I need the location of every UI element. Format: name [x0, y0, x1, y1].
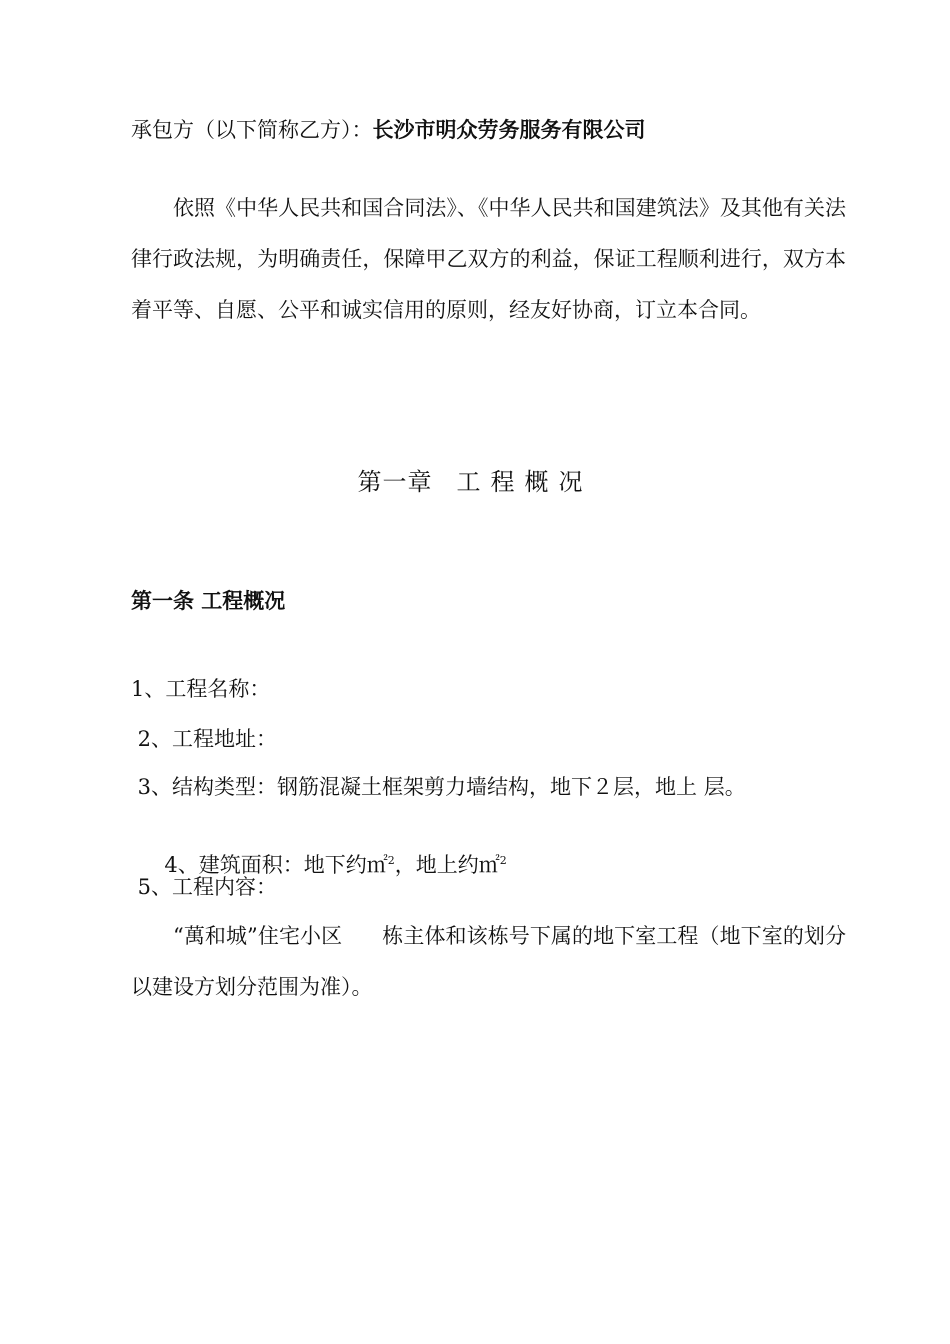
article-title: 第一条 工程概况 — [131, 589, 286, 613]
area-sup-1: 2 — [387, 854, 395, 867]
chapter-title: 工程概况 — [456, 468, 593, 496]
item-project-name: 1、工程名称： — [131, 677, 271, 701]
chapter-heading — [0, 466, 950, 498]
contractor-name: 长沙市明众劳务服务有限公司 — [372, 118, 646, 142]
intro-paragraph: 依照《中华人民共和国合同法》、《中华人民共和国建筑法》及其他有关法律行政法规，为明确责任，保障甲乙双方的利益，保证工程顺利进行，双方本着平等、自愿、公平和诚实信用的原则，经友好协商，订立本合同。 — [131, 196, 846, 322]
contractor-line — [131, 116, 646, 144]
item-project-content: 5、工程内容： — [131, 875, 278, 899]
area-sup-2: 2 — [499, 854, 507, 867]
content-part-2: 栋主体和该栋号下属的地下室工程（地下室的划分以建设方划分范围为准）。 — [131, 924, 846, 999]
item-project-address: 2、工程地址： — [131, 727, 278, 751]
area-mid: ，地上约㎡ — [394, 853, 500, 877]
chapter-number: 第一章 — [357, 468, 433, 496]
area-prefix: 4、建筑面积：地下约㎡ — [157, 853, 388, 877]
content-paragraph — [131, 911, 846, 1013]
contractor-label: 承包方（以下简称乙方）： — [131, 118, 373, 142]
content-part-1: “萬和城”住宅小区 — [173, 924, 343, 948]
item-structure-type: 3、结构类型：钢筋混凝土框架剪力墙结构，地下２层，地上 层。 — [131, 775, 746, 799]
